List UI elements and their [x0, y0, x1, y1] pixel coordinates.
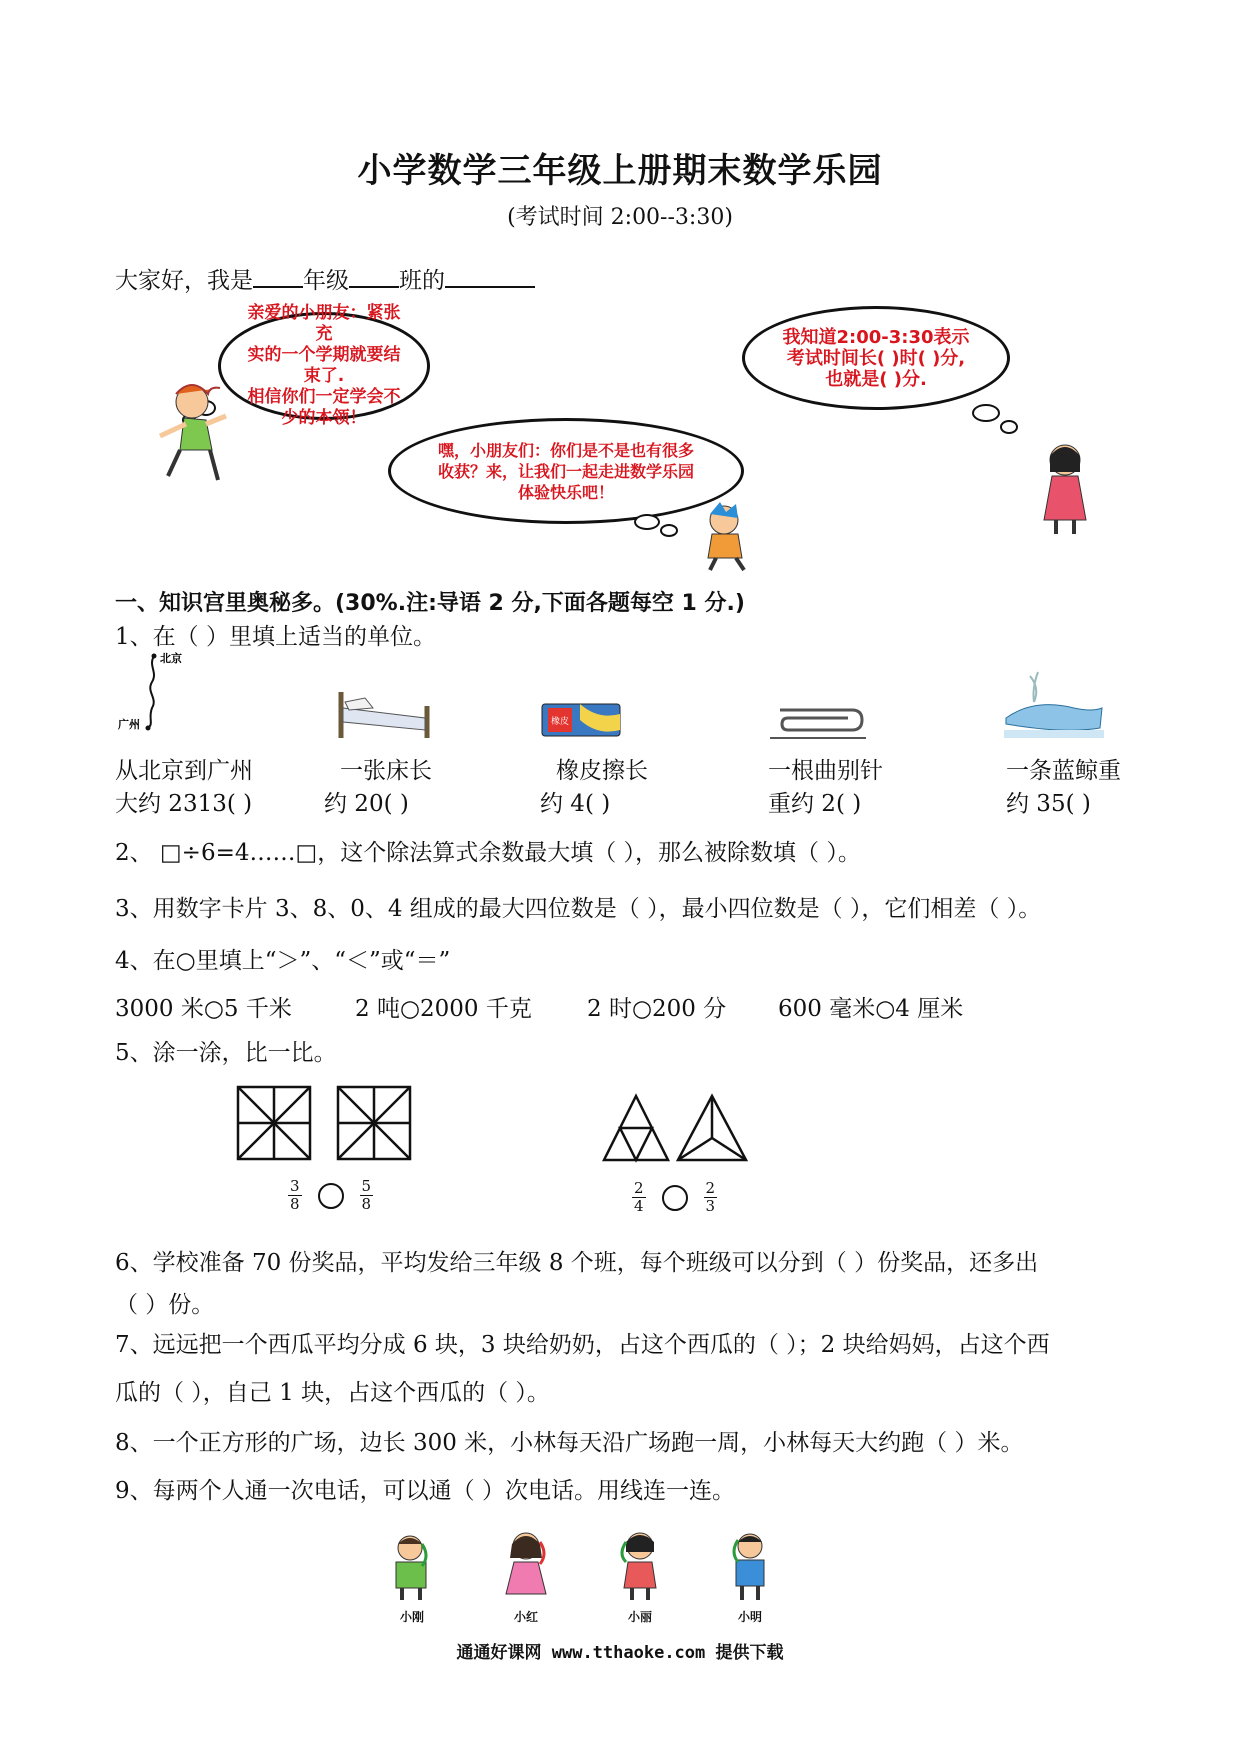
cartoon-boy-icon — [690, 500, 760, 572]
question-5: 5、涂一涂，比一比。 — [115, 1040, 337, 1066]
map-label-guangzhou: 广州 — [118, 718, 140, 731]
square-eighths-2[interactable] — [338, 1087, 410, 1159]
triangle-figures[interactable] — [602, 1092, 752, 1164]
person-xiaogang[interactable] — [382, 1532, 442, 1625]
fraction-right — [360, 1178, 374, 1213]
question-3[interactable]: 3、用数字卡片 3、8、0、4 组成的最大四位数是（ ），最小四位数是（ ），它们相差（ ）。 — [115, 896, 1042, 922]
q1-item-4 — [768, 752, 883, 818]
speech-bubble-right — [742, 306, 1010, 410]
speech-bubble-left — [218, 303, 430, 428]
blue-whale-icon — [1004, 668, 1104, 740]
section-heading: 一、知识宫里奥秘多。(30%.注:导语 2 分,下面各题每空 1 分.) — [115, 591, 745, 616]
eraser-brand-label: 橡皮 — [551, 717, 570, 727]
intro-text-3: 班的 — [399, 268, 445, 294]
person-label: 小丽 — [627, 1610, 652, 1624]
numerator: 5 — [361, 1177, 372, 1195]
eraser-icon — [540, 700, 624, 740]
fraction-compare-1 — [288, 1178, 373, 1213]
bubble-middle-line: 体验快乐吧！ — [517, 482, 614, 502]
bubble-right-line: 也就是( )分. — [825, 368, 927, 390]
q1-item-blank[interactable]: 约 4( ) — [540, 791, 611, 817]
square-figures[interactable] — [236, 1085, 414, 1161]
fraction-compare-2 — [632, 1180, 717, 1215]
q4-compare-1[interactable]: 3000 米○5 千米 — [115, 996, 292, 1022]
question-9[interactable]: 9、每两个人通一次电话，可以通（ ）次电话。用线连一连。 — [115, 1478, 735, 1504]
q1-item-2 — [324, 752, 432, 818]
q1-item-3 — [540, 752, 648, 818]
intro-text-2: 年级 — [303, 268, 349, 294]
bubble-tail-dot — [634, 514, 660, 530]
denominator: 8 — [361, 1195, 372, 1213]
square-eighths-1[interactable] — [238, 1087, 310, 1159]
q4-compare-4[interactable]: 600 毫米○4 厘米 — [778, 996, 964, 1022]
q4-compare-2[interactable]: 2 吨○2000 千克 — [355, 996, 532, 1022]
question-6-line-2[interactable]: （ ）份。 — [115, 1292, 215, 1318]
triangle-quarters[interactable] — [604, 1096, 668, 1160]
question-2[interactable]: 2、 □÷6=4……□，这个除法算式余数最大填（ ），那么被除数填（ ）。 — [115, 840, 861, 866]
bubble-right-line: 考试时间长( )时( )分, — [786, 347, 966, 369]
paperclip-icon — [768, 700, 868, 744]
blank-class[interactable] — [349, 264, 399, 288]
bubble-right-line: 我知道2:00-3:30表示 — [782, 326, 970, 348]
girl-on-phone-icon — [496, 1528, 556, 1604]
fraction-right — [704, 1180, 718, 1215]
girl-on-phone-icon — [610, 1528, 670, 1604]
q1-item-label: 橡皮擦长 — [556, 758, 648, 784]
numerator: 2 — [634, 1179, 644, 1197]
question-1: 1、在（ ）里填上适当的单位。 — [115, 624, 436, 650]
q1-item-label: 一条蓝鲸重 — [1006, 758, 1121, 784]
boy-on-phone-icon — [382, 1532, 442, 1604]
bubble-left-line: 少的本领！ — [281, 408, 367, 428]
exam-time: (考试时间 2:00--3:30) — [507, 205, 733, 230]
person-label: 小明 — [737, 1610, 762, 1624]
q1-item-blank[interactable]: 约 20( ) — [324, 791, 409, 817]
bubble-left-line: 实的一个学期就要结束了. — [247, 345, 401, 386]
q1-item-blank[interactable]: 约 35( ) — [1006, 791, 1091, 817]
q1-item-label: 一根曲别针 — [768, 758, 883, 784]
denominator: 4 — [634, 1197, 644, 1215]
intro-line — [115, 262, 535, 295]
bubble-tail-dot — [1000, 420, 1018, 434]
bed-icon — [335, 688, 433, 742]
fraction-left — [632, 1180, 646, 1215]
q1-item-1 — [115, 752, 253, 818]
blank-grade[interactable] — [253, 264, 303, 288]
bubble-left-line: 相信你们一定学会不 — [247, 387, 401, 407]
bubble-middle-line: 嘿，小朋友们：你们是不是也有很多 — [437, 440, 694, 460]
person-xiaoli[interactable] — [610, 1528, 670, 1625]
numerator: 3 — [290, 1177, 300, 1195]
bubble-left-line: 亲爱的小朋友：紧张充 — [247, 303, 401, 344]
denominator: 3 — [705, 1197, 716, 1215]
numerator: 2 — [705, 1179, 716, 1197]
q4-compare-3[interactable]: 2 时○200 分 — [587, 996, 727, 1022]
map-label-beijing: 北京 — [160, 652, 182, 665]
question-6-line-1[interactable]: 6、学校准备 70 份奖品，平均发给三年级 8 个班，每个班级可以分到（ ）份奖品，还多出 — [115, 1250, 1039, 1276]
compare-circle[interactable] — [662, 1185, 688, 1211]
q1-item-blank[interactable]: 大约 2313( ) — [115, 791, 253, 817]
question-7-line-1[interactable]: 7、远远把一个西瓜平均分成 6 块，3 块给奶奶，占这个西瓜的（ ）；2 块给妈妈，占这个西 — [115, 1332, 1050, 1358]
boy-on-phone-icon — [720, 1530, 780, 1604]
denominator: 8 — [290, 1195, 300, 1213]
question-8[interactable]: 8、一个正方形的广场，边长 300 米，小林每天沿广场跑一周，小林每天大约跑（ ）米。 — [115, 1430, 1024, 1456]
person-label: 小刚 — [399, 1610, 424, 1624]
bubble-tail-dot — [972, 404, 1000, 422]
person-xiaoming[interactable] — [720, 1530, 780, 1625]
q1-item-label: 从北京到广州 — [115, 758, 253, 784]
route-map-icon — [118, 652, 198, 732]
bubble-middle-line: 收获？来，让我们一起走进数学乐园 — [437, 461, 694, 481]
compare-circle[interactable] — [318, 1183, 344, 1209]
cartoon-girl-flying-icon — [150, 380, 230, 490]
footer-source: 通通好课网 www.tthaoke.com 提供下载 — [456, 1643, 784, 1663]
fraction-left — [288, 1178, 302, 1213]
q1-item-blank[interactable]: 重约 2( ) — [768, 791, 862, 817]
blank-name[interactable] — [445, 264, 535, 288]
person-label: 小红 — [513, 1610, 538, 1624]
page-title: 小学数学三年级上册期末数学乐园 — [357, 151, 883, 191]
q1-item-label: 一张床长 — [340, 758, 432, 784]
bubble-tail-dot — [660, 524, 678, 537]
triangle-thirds[interactable] — [678, 1096, 746, 1160]
cartoon-girl-standing-icon — [1030, 438, 1100, 538]
person-xiaohong[interactable] — [496, 1528, 556, 1625]
question-4: 4、在○里填上“＞”、“＜”或“＝” — [115, 948, 451, 974]
intro-text-1: 大家好，我是 — [115, 268, 253, 294]
question-7-line-2[interactable]: 瓜的（ ），自己 1 块，占这个西瓜的（ ）。 — [115, 1380, 550, 1406]
q1-item-5 — [1006, 752, 1121, 818]
